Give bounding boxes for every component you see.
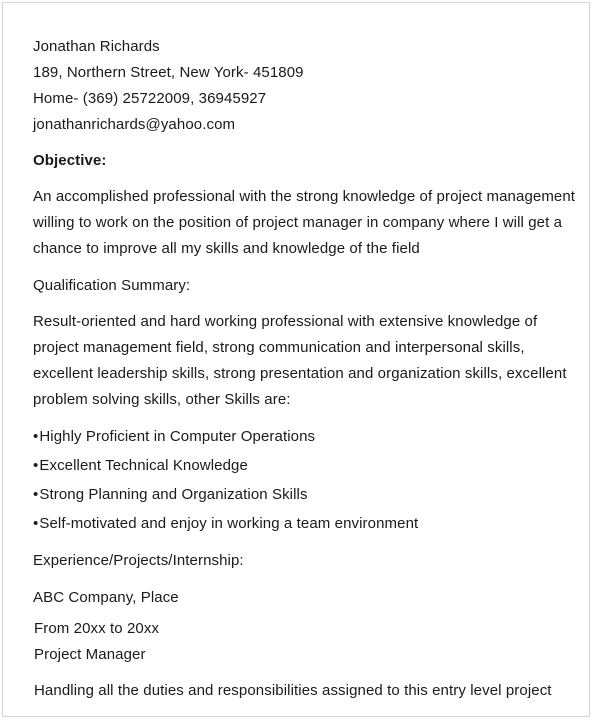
objective-line: chance to improve all my skills and knowledge of the field: [33, 240, 420, 257]
objective-line: An accomplished professional with the strong knowledge of project management: [33, 188, 576, 205]
objective-line: willing to work on the position of project manager in company where I will get a: [33, 214, 563, 231]
qualification-line: Result-oriented and hard working professional with extensive knowledge of: [33, 313, 538, 330]
email: jonathanrichards@yahoo.com: [33, 116, 236, 133]
job-title: Project Manager: [34, 646, 146, 663]
skill-label: Excellent Technical Knowledge: [39, 457, 248, 474]
qualification-line: problem solving skills, other Skills are:: [33, 391, 291, 408]
skill-label: Highly Proficient in Computer Operations: [39, 428, 316, 445]
bullet-icon: •: [33, 486, 39, 503]
bullet-icon: •: [33, 428, 39, 445]
qualification-line: project management field, strong communication and interpersonal skills,: [33, 339, 525, 356]
company-name: ABC Company, Place: [33, 589, 179, 606]
employment-period: From 20xx to 20xx: [34, 620, 160, 637]
skill-label: Self-motivated and enjoy in working a team environment: [39, 515, 419, 532]
address: 189, Northern Street, New York- 451809: [33, 64, 304, 81]
bullet-icon: •: [33, 515, 39, 532]
phone: Home- (369) 25722009, 36945927: [33, 90, 267, 107]
objective-heading: Objective:: [33, 152, 107, 169]
applicant-name: Jonathan Richards: [33, 38, 160, 55]
job-description: Handling all the duties and responsibilities assigned to this entry level project: [34, 682, 552, 699]
skill-list-item: [33, 457, 248, 475]
bullet-icon: •: [33, 457, 39, 474]
skill-list-item: [33, 428, 315, 446]
skill-label: Strong Planning and Organization Skills: [39, 486, 308, 503]
qualification-heading: Qualification Summary:: [33, 277, 191, 294]
skill-list-item: [33, 486, 308, 504]
experience-heading: Experience/Projects/Internship:: [33, 552, 244, 569]
qualification-line: excellent leadership skills, strong presentation and organization skills, excellent: [33, 365, 567, 382]
skill-list-item: [33, 515, 418, 533]
resume-page: [2, 2, 590, 717]
